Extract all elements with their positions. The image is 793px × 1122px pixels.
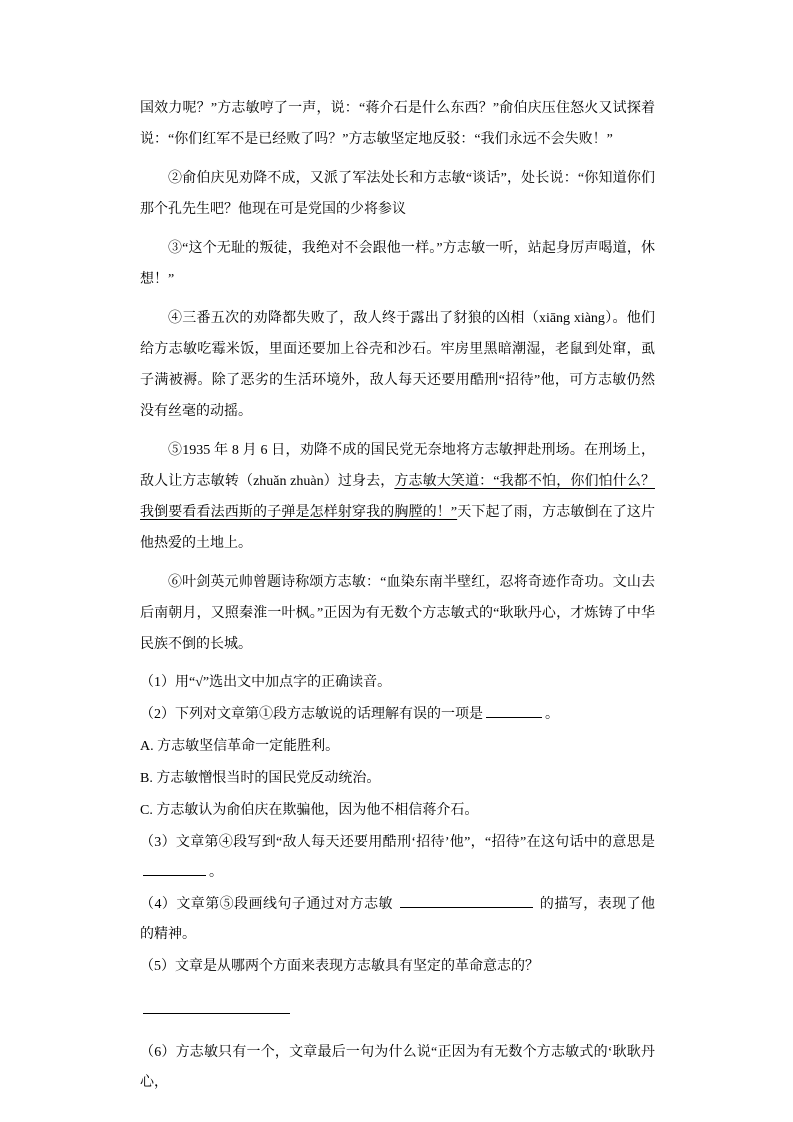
question-6: [140, 1038, 655, 1098]
para-5: [140, 435, 655, 559]
text-run: C. 方志敏认为俞伯庆在欺骗他，因为他不相信蒋介石。: [140, 803, 479, 818]
text-run: B. 方志敏憎恨当时的国民党反动统治。: [140, 771, 381, 786]
question-2-option-c: [140, 796, 655, 826]
para-3: [140, 233, 655, 295]
text-run: 国效力呢？”方志敏哼了一声，说：“蒋介石是什么东西？”俞伯庆压住怒火又试探着说：“你们红军不是已经败了吗？”方志敏坚定地反驳：“我们永远不会失败！”: [140, 101, 655, 147]
para-2: [140, 163, 655, 225]
dotted-character: 相 •: [510, 303, 524, 334]
text-run: ③“这个无耻的叛徒，我绝对不会跟他一样。”方志敏一听，站起身厉声喝道，休想！”: [140, 241, 655, 287]
question-2-option-b: [140, 764, 655, 794]
question-5: [140, 952, 655, 982]
question-1: [140, 668, 655, 698]
question-3: [140, 828, 655, 888]
answer-blank: [486, 703, 542, 718]
question-4: [140, 890, 655, 950]
para-6: [140, 567, 655, 660]
text-run: （6）方志敏只有一个，文章最后一句为什么说“正因为有无数个方志敏式的‘耿耿丹心，: [140, 1045, 655, 1090]
question-5-answer-line: [140, 996, 655, 1026]
text-run: （xiāng xiàng）。他们给方志敏吃霉米饭，里面还要加上谷壳和沙石。牢房里黑暗潮湿，老鼠到处窜，虱子满被褥。除了恶劣的生活环境外，敌人每天还要用酷刑“招待”他，可方志敏仍然没有丝毫的动摇。: [140, 311, 655, 419]
para-4: [140, 303, 655, 427]
text-run: （4）文章第⑤段画线句子通过对方志敏: [140, 897, 397, 912]
text-run: （zhuǎn zhuàn）过身去，: [238, 474, 395, 489]
question-2-option-a: [140, 732, 655, 762]
text-run: （1）用“√”选出文中加点字的正确读音。: [140, 675, 392, 690]
text-run: 的描写，表现了他的精神。: [140, 897, 656, 942]
text-run: ②俞伯庆见劝降不成，又派了军法处长和方志敏“谈话”，处长说：“你知道你们那个孔先生吧？他现在可是党国的少将参议: [140, 171, 655, 217]
answer-blank: [143, 999, 290, 1014]
text-run: 。: [209, 865, 223, 880]
para-1-continuation: [140, 93, 655, 155]
dotted-character: 转 •: [225, 466, 239, 497]
text-run: ⑤1935 年 8 月 6 日，劝降不成的国民党无奈地将方志敏押赴刑场。在刑场上，敌人让方志敏: [140, 443, 655, 489]
question-2: [140, 700, 655, 730]
answer-blank: [143, 861, 206, 876]
text-run: 天下起了雨，方志敏倒在了这片他热爱的土地上。: [140, 505, 655, 551]
text-run: （3）文章第④段写到“敌人每天还要用酷刑‘招待’他”，“招待”在这句话中的意思是: [140, 835, 655, 850]
text-run: ④三番五次的劝降都失败了，敌人终于露出了豺狼的凶: [168, 311, 511, 326]
text-run: 。: [545, 707, 559, 722]
text-run: ⑥叶剑英元帅曾题诗称颂方志敏：“血染东南半壁红，忍将奇迹作奇功。文山去后南朝月，又照秦淮一叶枫。”正因为有无数个方志敏式的“耿耿丹心，才炼铸了中华民族不倒的长城。: [140, 575, 655, 652]
text-run: （5）文章是从哪两个方面来表现方志敏具有坚定的革命意志的？: [140, 959, 539, 974]
text-run: （2）下列对文章第①段方志敏说的话理解有误的一项是: [140, 707, 483, 722]
text-run: A. 方志敏坚信革命一定能胜利。: [140, 739, 340, 754]
underlined-sentence: 方志敏大笑道：“我都不怕，你们怕什么？我倒要看看法西斯的子弹是怎样射穿我的胸膛的！”: [140, 474, 655, 520]
answer-blank: [400, 893, 533, 908]
